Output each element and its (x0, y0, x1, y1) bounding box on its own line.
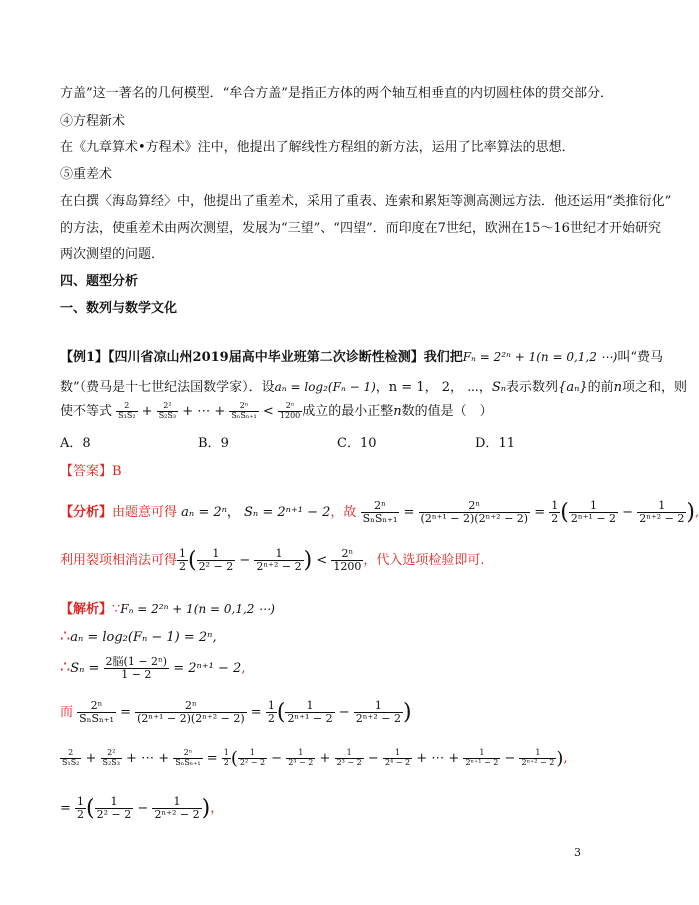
answer-label: 【答案】B (60, 464, 122, 479)
solution-label: 【解析】 (60, 602, 113, 617)
example-tag: 【例1】【四川省凉山州2019届高中毕业班第二次诊断性检测】我们把 (60, 350, 463, 365)
text-line: 两次测望的问题． (60, 247, 165, 262)
solution-line-5: $\frac{2}{\text{S₁S₂}}$ + $\frac{\text{2²}}{\text{S₂S₃}}$ + ⋯ + $\frac{\text{2ⁿ}}{\text{SₙSₙ₊₁}}$ = $\frac{1}{2}$ ( $\frac{1}{\text{2² − 2}}$ − $\frac{1}{\text{2³ − 2}}$ + $\frac{1}{\text{2³ − 2}}$ − $\frac{1}{\text{2⁴ − 2}}$ + ⋯ + $\frac{1}{\text{2ⁿ⁺¹ − 2}}$ − $\frac{1}{\text{2ⁿ⁺² − 2}}$ ), (62, 748, 568, 769)
solution-line-3: ∴Sₙ = $\frac{\text{2脳(1 − 2ⁿ)}}{1 - 2}$ = 2ⁿ⁺¹ − 2, (60, 655, 246, 682)
text: 项之和，则 (622, 380, 688, 395)
text: 利用裂项相消法可得 (60, 553, 178, 569)
comma: ， (210, 801, 224, 817)
text-line: 方盖”这一著名的几何模型．“牟合方盖”是指正方体的两个轴互相垂直的内切圆柱体的贯交部分． (60, 86, 613, 101)
text-line: 的方法，使重差术由两次测望，发展为“三望”、“四望”．而印度在7世纪，欧洲在15～16世纪才开始研究 (60, 221, 661, 236)
sn-formula: Sₙ = 2ⁿ⁺¹ − 2 (244, 505, 331, 521)
text: ，故 (330, 505, 357, 521)
example-line-2 (60, 376, 687, 395)
text: ，n = 1， 2， ⋯， (375, 380, 492, 395)
example-line-1 (60, 346, 663, 365)
an-set: {aₙ} (558, 380, 588, 395)
n-var: n (613, 380, 622, 395)
therefore-symbol: ∴ (60, 657, 71, 677)
analysis-line-2: 利用裂项相消法可得 $\frac{1}{2}$ ( $\frac{1}{\text{2² − 2}}$ − $\frac{1}{\text{2ⁿ⁺² − 2}}$ ) < $\frac{\text{2ⁿ}}{1200}$ ，代入选项检验即可. (60, 547, 485, 574)
equals: = (60, 801, 71, 817)
fraction: $\frac{\text{2ⁿ}}{\text{SₙSₙ₊₁}}$ (362, 499, 398, 526)
text: 数”（费马是十七世纪法国数学家）．设 (60, 380, 275, 395)
because-symbol: ∵ (112, 602, 121, 617)
text: ，代入选项检验即可. (363, 553, 485, 569)
page-number: 3 (574, 846, 581, 859)
fermat-formula: Fₙ = 2²ⁿ + 1(n = 0,1,2 ⋯) (462, 350, 618, 364)
fraction: $\frac{\text{2ⁿ}}{\text{SₙSₙ₊₁}}$ (231, 401, 257, 420)
fraction: $\frac{1}{2}$ (551, 499, 559, 526)
text: 表示数列 (506, 380, 559, 395)
fraction: $\frac{\text{2脳(1 − 2ⁿ)}}{1 - 2}$ (105, 655, 168, 682)
option-d: D．11 (475, 436, 515, 451)
fraction: $\frac{\text{2ⁿ}}{1200}$ (279, 401, 301, 420)
an-formula: aₙ = 2ⁿ (181, 505, 227, 521)
text: 数的值是（ ） (401, 404, 493, 419)
analysis-label: 【分析】 (60, 505, 113, 521)
sn-lhs: Sₙ = (70, 661, 100, 677)
an-definition: aₙ = log₂(Fₙ − 1) (274, 380, 376, 394)
solution-line-2 (60, 626, 217, 645)
option-b: B．9 (198, 436, 229, 451)
heading-fangcheng: ④方程新术 (60, 114, 126, 129)
section-heading: 四、题型分析 (60, 274, 139, 289)
solution-line-4: 而 $\frac{\text{2ⁿ}}{\text{SₙSₙ₊₁}}$ = $\frac{\text{2ⁿ}}{\text{(2ⁿ⁺¹ − 2)(2ⁿ⁺² − 2)}}$ = $\frac{1}{2}$ ( $\frac{1}{\text{2ⁿ⁺¹ − 2}}$ − $\frac{1}{\text{2ⁿ⁺² − 2}}$ ) (60, 699, 412, 726)
sn-rhs: = 2ⁿ⁺¹ − 2 (173, 661, 242, 677)
example-line-3: 使不等式 $\frac{2}{\text{S₁S₂}}$ + $\frac{\text{2²}}{\text{S₂S₃}}$ + ⋯ + $\frac{\text{2ⁿ}}{\text{SₙSₙ₊₁}}$ < $\frac{\text{2ⁿ}}{1200}$ 成立的最小正整n数的值是（ ） (60, 401, 493, 420)
text: 的前 (587, 380, 614, 395)
analysis-line: 【分析】由题意可得 aₙ = 2ⁿ， Sₙ = 2ⁿ⁺¹ − 2，故 $\frac{\text{2ⁿ}}{\text{SₙSₙ₊₁}}$ = $\frac{\text{2ⁿ}}{\text{(2ⁿ⁺¹ − 2)(2ⁿ⁺² − 2)}}$ = $\frac{1}{2}$ ( $\frac{1}{\text{2ⁿ⁺¹ − 2}}$ − $\frac{1}{\text{2ⁿ⁺² − 2}}$ ), (60, 499, 699, 526)
option-a: A．8 (60, 436, 91, 451)
an-equation: aₙ = log₂(Fₙ − 1) = 2ⁿ, (70, 630, 217, 645)
text-line: 在《九章算术•方程术》注中，他提出了解线性方程组的新方法，运用了比率算法的思想． (60, 140, 575, 155)
text: 使不等式 (60, 404, 113, 419)
fermat-formula: Fₙ = 2²ⁿ + 1(n = 0,1,2 ⋯) (120, 602, 275, 616)
text-line: 在白撰〈海岛算经〉中，他提出了重差术，采用了重表、连索和累矩等测高测远方法．他还运用“类推衍化” (60, 194, 672, 209)
option-c: C．10 (337, 436, 377, 451)
text: 成立的最小正整 (302, 404, 394, 419)
text: 而 (60, 705, 74, 721)
solution-line-1 (60, 598, 275, 617)
solution-line-6: = $\frac{1}{2}$ ( $\frac{1}{\text{2² − 2}}$ − $\frac{1}{\text{2ⁿ⁺² − 2}}$ )， (60, 795, 224, 822)
heading-chongcha: ⑤重差术 (60, 167, 113, 182)
sn-symbol: Sₙ (491, 380, 507, 395)
subsection-heading: 一、数列与数学文化 (60, 301, 178, 316)
fraction: $\frac{2}{\text{S₁S₂}}$ (118, 401, 136, 420)
fraction: $\frac{\text{2²}}{\text{S₂S₃}}$ (158, 401, 177, 420)
n-var: n (393, 404, 402, 419)
fraction: $\frac{\text{2ⁿ}}{\text{(2ⁿ⁺¹ − 2)(2ⁿ⁺² − 2)}}$ (420, 499, 529, 526)
text: 由题意可得 (112, 505, 178, 521)
therefore-symbol: ∴ (60, 626, 71, 645)
text: 叫“费马 (617, 350, 664, 365)
